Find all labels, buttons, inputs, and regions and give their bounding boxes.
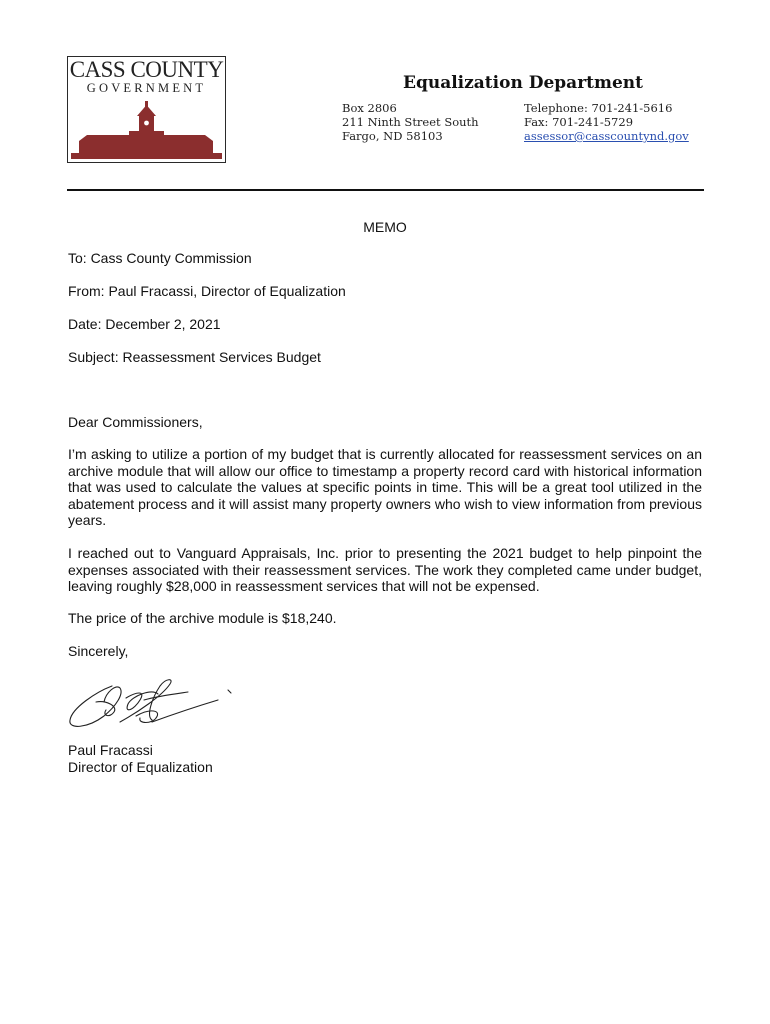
signer-title: Director of Equalization xyxy=(68,759,213,775)
memo-subject: Subject: Reassessment Services Budget xyxy=(68,349,321,365)
courthouse-icon xyxy=(71,101,222,159)
address-line: Box 2806 xyxy=(342,101,397,115)
salutation: Dear Commissioners, xyxy=(68,414,203,430)
department-title: Equalization Department xyxy=(403,73,644,93)
fax: Fax: 701-241-5729 xyxy=(524,115,634,129)
body-paragraph: The price of the archive module is $18,240. xyxy=(68,610,337,626)
memo-heading: MEMO xyxy=(363,219,407,235)
logo-title: CASS COUNTY xyxy=(69,57,224,82)
closing: Sincerely, xyxy=(68,643,129,659)
cass-county-logo xyxy=(67,56,226,163)
body-paragraph: I reached out to Vanguard Appraisals, Inc. prior to presenting the 2021 budget to help pinpoint the expenses associated with their reassessment services. The work they completed came under budget, leaving roughly $28,000 in reassessment services that will not be expensed. xyxy=(68,545,702,594)
body-paragraph: I’m asking to utilize a portion of my budget that is currently allocated for reassessment services on an archive module that will allow our office to timestamp a property record card with historical information that was used to calculate the values at specific points in time. This will be a great tool utilized in the abatement process and it will assist many property owners who wish to view information from previous years. xyxy=(68,446,702,528)
memo-from: From: Paul Fracassi, Director of Equalization xyxy=(68,283,346,299)
header-divider xyxy=(67,189,704,191)
memo-date: Date: December 2, 2021 xyxy=(68,316,221,332)
address-line: 211 Ninth Street South xyxy=(342,115,479,129)
email-link[interactable]: assessor@casscountynd.gov xyxy=(524,129,689,143)
address-line: Fargo, ND 58103 xyxy=(342,129,443,143)
mailing-address xyxy=(342,101,479,143)
memo-to: To: Cass County Commission xyxy=(68,250,252,266)
logo-subtitle: GOVERNMENT xyxy=(86,81,207,95)
contact-info xyxy=(524,101,689,143)
signer-name: Paul Fracassi xyxy=(68,742,153,758)
signature-image xyxy=(66,672,246,734)
telephone: Telephone: 701-241-5616 xyxy=(524,101,673,115)
